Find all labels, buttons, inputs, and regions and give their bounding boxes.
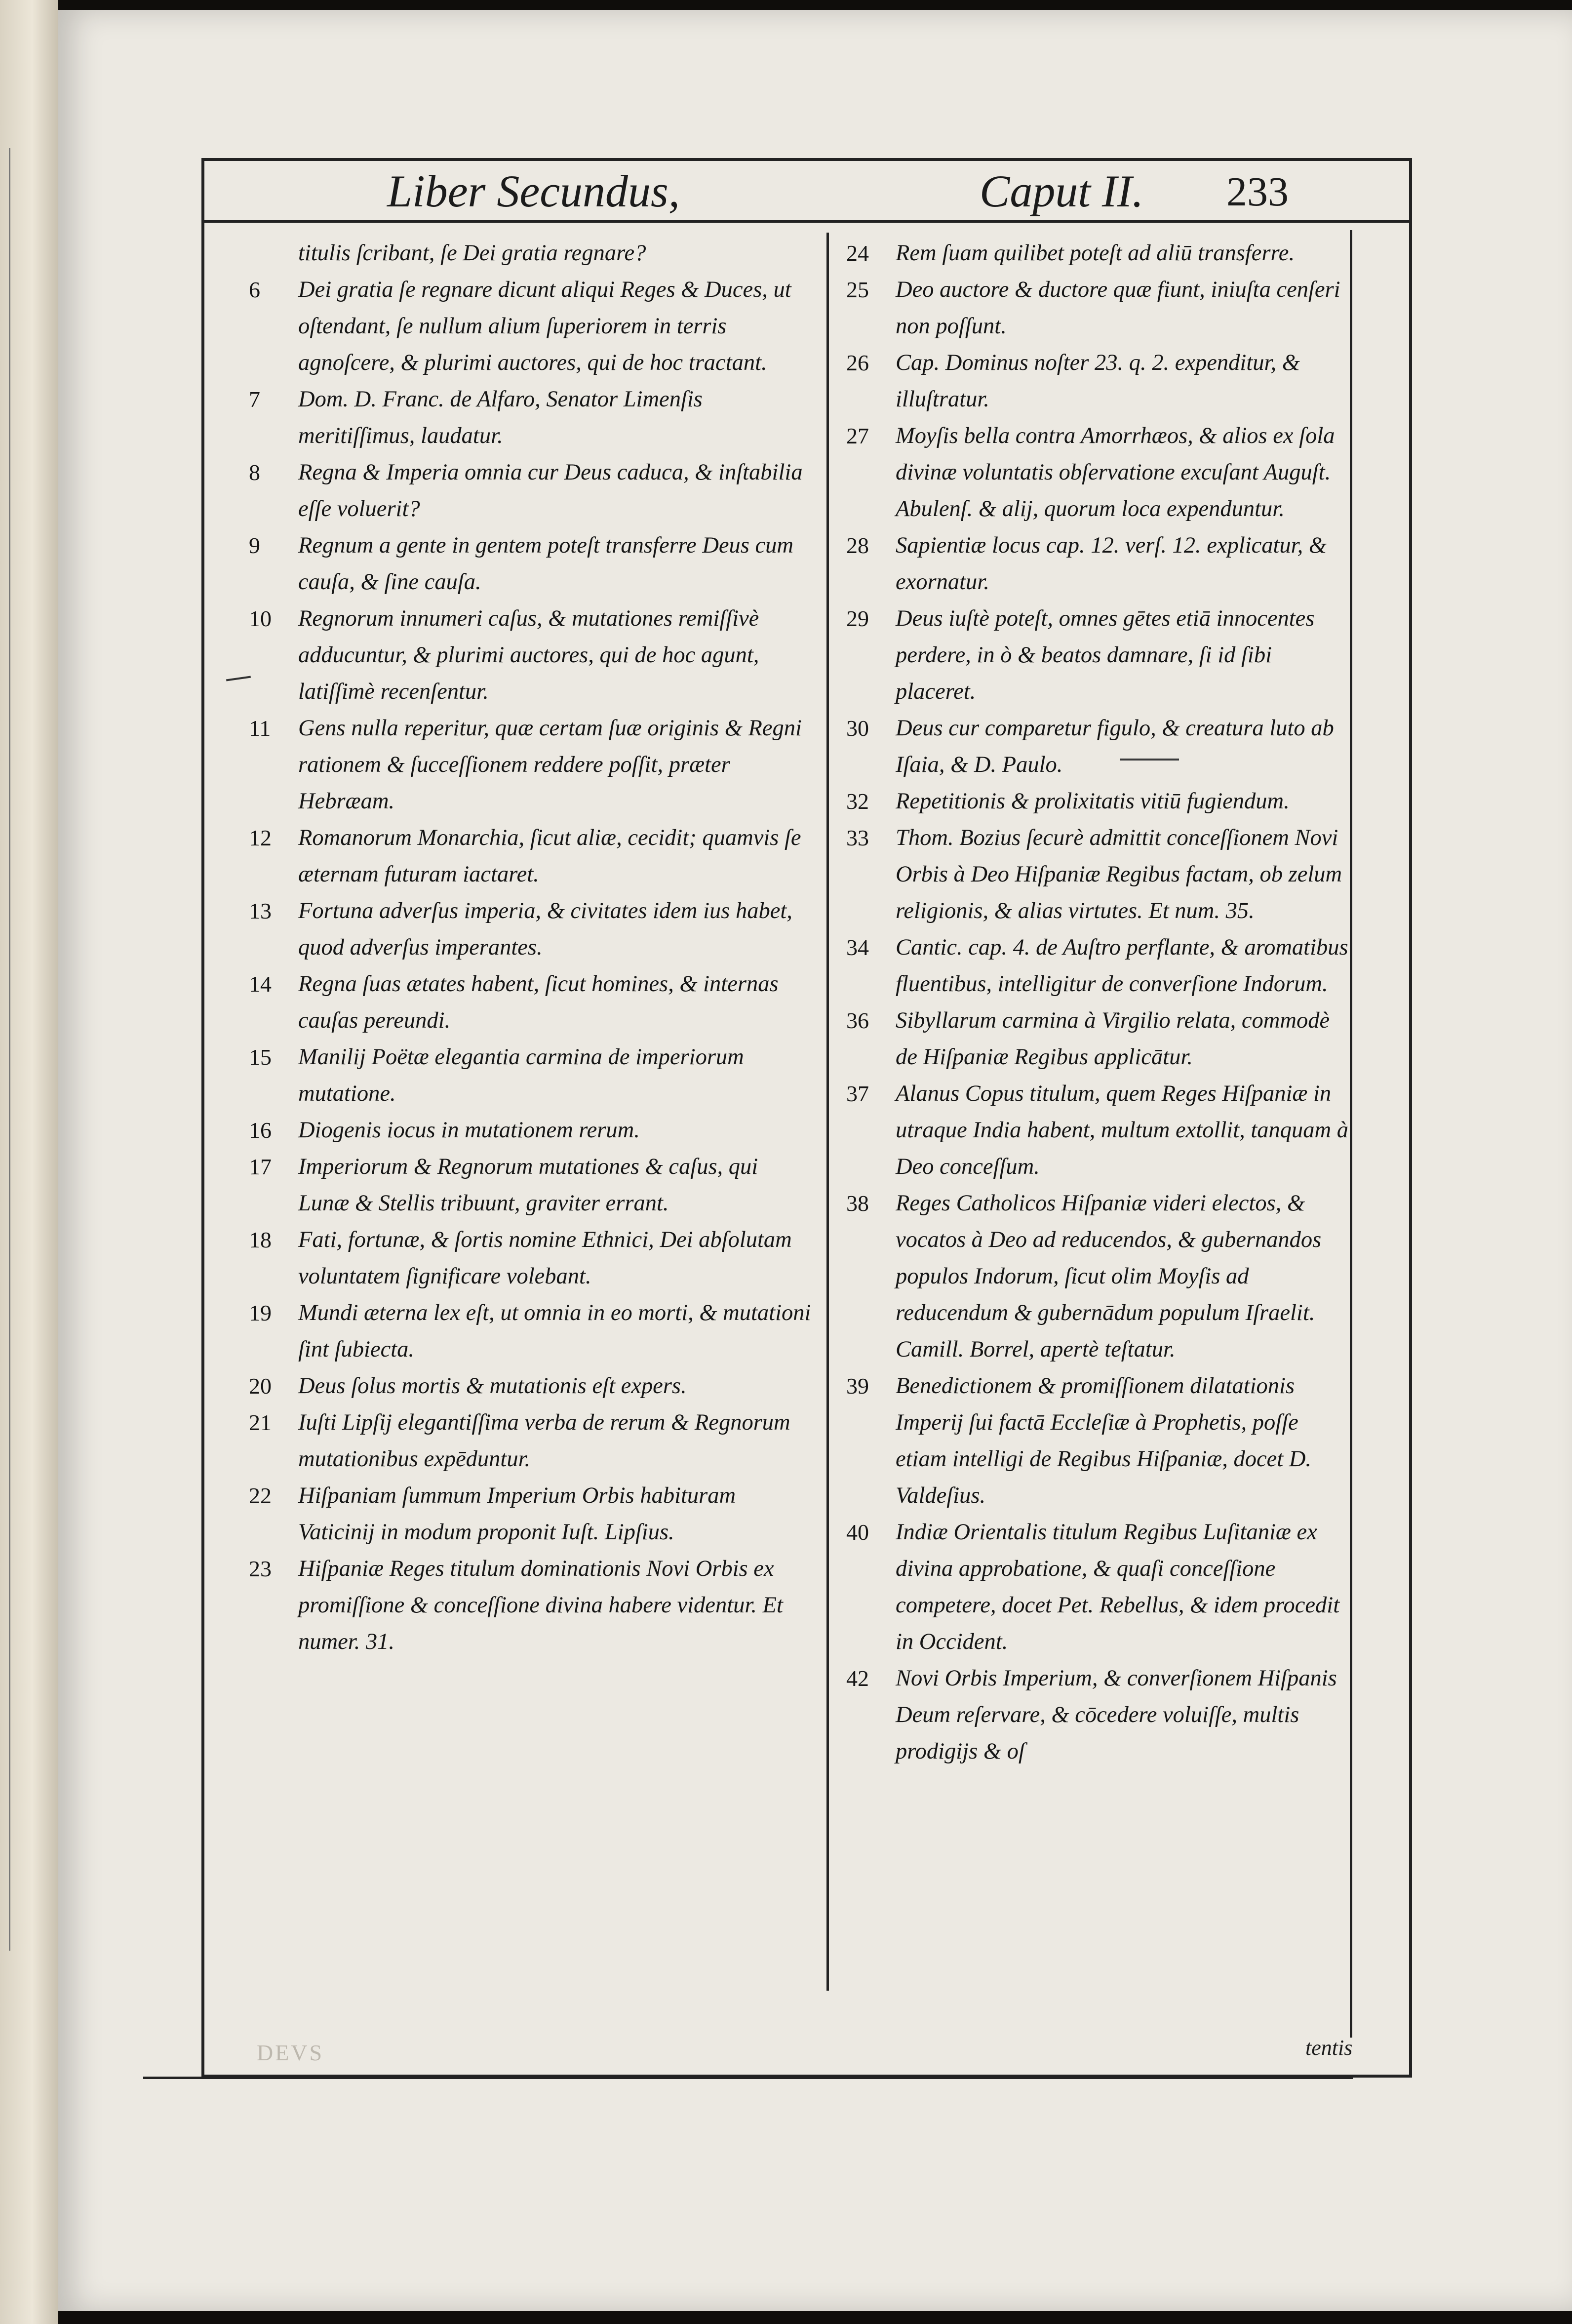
- index-entry: [249, 527, 812, 601]
- index-entry: [249, 1478, 812, 1551]
- index-entry: [249, 1149, 812, 1222]
- index-entry: [249, 1368, 812, 1404]
- entry-text: titulis ſcribant, ſe Dei gratia regnare?: [298, 240, 646, 266]
- index-entry: [249, 710, 812, 820]
- entry-text: Regnorum innumeri caſus, & mutationes remiſſivè adducuntur, & plurimi auctores, qui de hoc agunt, latiſſimè recenſentur.: [298, 606, 759, 704]
- entry-number: 16: [249, 1118, 272, 1143]
- index-entry: [846, 1660, 1350, 1770]
- entry-text: Regna ſuas ætates habent, ſicut homines, & internas cauſas pereundi.: [298, 971, 779, 1033]
- index-entry: [846, 710, 1350, 783]
- entry-text: Regnum a gente in gentem poteſt transferre Deus cum cauſa, & ſine cauſa.: [298, 533, 793, 595]
- entry-number: 14: [249, 971, 272, 997]
- entry-number: 20: [249, 1373, 272, 1399]
- bleed-through-text: DEVS: [257, 2040, 324, 2065]
- right-column: [846, 235, 1350, 1770]
- entry-number: 22: [249, 1483, 272, 1508]
- header-book-title: Liber Secundus,: [387, 166, 680, 216]
- page-frame: [201, 158, 1412, 2078]
- entry-number: 10: [249, 606, 272, 631]
- entry-number: 23: [249, 1556, 272, 1581]
- entry-number: 29: [846, 606, 869, 631]
- entry-number: 11: [249, 716, 271, 741]
- index-entry: [846, 820, 1350, 929]
- page-number: 233: [1226, 169, 1289, 215]
- index-entry: [249, 966, 812, 1039]
- entry-number: 28: [846, 533, 869, 558]
- entry-text: Imperiorum & Regnorum mutationes & caſus, qui Lunæ & Stellis tribuunt, graviter errant.: [298, 1154, 758, 1216]
- index-entry: [249, 235, 812, 272]
- entry-text: Hiſpaniæ Reges titulum dominationis Novi Orbis ex promiſſione & conceſſione divina habere videntur. Et numer. 31.: [298, 1556, 783, 1654]
- entry-text: Hiſpaniam ſummum Imperium Orbis habituram Vaticinij in modum proponit Iuſt. Lipſius.: [298, 1483, 736, 1545]
- underline-pen-mark: [1120, 759, 1179, 761]
- index-entry: [249, 454, 812, 527]
- entry-text: Repetitionis & prolixitatis vitiū fugiendum.: [896, 789, 1290, 814]
- index-entry: [249, 1404, 812, 1478]
- index-entry: [249, 601, 812, 710]
- entry-number: 32: [846, 789, 869, 814]
- entry-text: Fortuna adverſus imperia, & civitates idem ius habet, quod adverſus imperantes.: [298, 898, 792, 960]
- index-entry: [846, 235, 1350, 272]
- entry-text: Cap. Dominus noſter 23. q. 2. expenditur, & illuſtratur.: [896, 350, 1300, 412]
- entry-text: Deus ſolus mortis & mutationis eſt expers.: [298, 1373, 687, 1399]
- entry-text: Alanus Copus titulum, quem Reges Hiſpaniæ in utraque India habent, multum extollit, tanquam à Deo conceſſum.: [896, 1081, 1348, 1179]
- entry-text: Cantic. cap. 4. de Auſtro perflante, & aromatibus fluentibus, intelligitur de converſione Indorum.: [896, 935, 1348, 997]
- index-entry: [249, 381, 812, 454]
- index-entry: [249, 820, 812, 893]
- entry-text: Manilij Poëtæ elegantia carmina de imperiorum mutatione.: [298, 1044, 744, 1106]
- entry-text: Indiæ Orientalis titulum Regibus Luſitaniæ ex divina approbatione, & quaſi conceſſione competere, docet Pet. Rebellus, & idem procedit in Occident.: [896, 1520, 1340, 1654]
- index-entry: [846, 1185, 1350, 1368]
- index-entry: [249, 272, 812, 381]
- entry-text: Moyſis bella contra Amorrhæos, & alios ex ſola divinæ voluntatis obſervatione excuſant Auguſt. Abulenſ. & alij, quorum loca expenduntur.: [896, 423, 1335, 521]
- entry-text: Sapientiæ locus cap. 12. verſ. 12. explicatur, & exornatur.: [896, 533, 1327, 595]
- entry-number: 21: [249, 1410, 272, 1435]
- entry-text: Reges Catholicos Hiſpaniæ videri electos, & vocatos à Deo ad reducendos, & gubernandos populos Indorum, ſicut olim Moyſis ad reducendum & gubernādum populum Iſraelit. Camill. Borrel, apertè teſtatur.: [896, 1191, 1322, 1362]
- entry-number: 6: [249, 277, 260, 302]
- entry-number: 12: [249, 825, 272, 850]
- entry-text: Diogenis iocus in mutationem rerum.: [298, 1118, 640, 1143]
- entry-text: Benedictionem & promiſſionem dilatationis Imperij ſui factā Eccleſiæ à Prophetis, poſſe etiam intelligi de Regibus Hiſpaniæ, docet D. Valdeſius.: [896, 1373, 1312, 1508]
- index-entry: [249, 1039, 812, 1112]
- index-entry: [846, 527, 1350, 601]
- index-entry: [249, 1222, 812, 1295]
- entry-text: Romanorum Monarchia, ſicut aliæ, cecidit; quamvis ſe æternam futuram iactaret.: [298, 825, 801, 887]
- book-page: [58, 10, 1572, 2311]
- entry-number: 24: [846, 240, 869, 266]
- index-entry: [846, 1002, 1350, 1076]
- entry-number: 15: [249, 1044, 272, 1070]
- bottom-rule: [143, 2077, 1353, 2079]
- entry-text: Deus cur comparetur figulo, & creatura luto ab Iſaia, & D. Paulo.: [896, 716, 1334, 777]
- entry-number: 40: [846, 1520, 869, 1545]
- catchword: tentis: [1305, 2036, 1353, 2060]
- column-divider: [826, 233, 829, 1991]
- entry-text: Dei gratia ſe regnare dicunt aliqui Reges & Duces, ut oſtendant, ſe nullum alium ſuperiorem in terris agnoſcere, & plurimi auctores, qui de hoc tractant.: [298, 277, 791, 375]
- entry-number: 18: [249, 1227, 272, 1252]
- entry-number: 30: [846, 716, 869, 741]
- entry-text: Gens nulla reperitur, quæ certam ſuæ originis & Regni rationem & ſucceſſionem reddere poſſit, præter Hebræam.: [298, 716, 802, 814]
- index-entry: [249, 893, 812, 966]
- entry-number: 37: [846, 1081, 869, 1106]
- facing-page-edge: [0, 0, 58, 2324]
- entry-number: 42: [846, 1666, 869, 1691]
- entry-number: 9: [249, 533, 260, 558]
- entry-number: 13: [249, 898, 272, 923]
- entry-text: Regna & Imperia omnia cur Deus caduca, & inſtabilia eſſe voluerit?: [298, 460, 803, 521]
- entry-number: 8: [249, 460, 260, 485]
- entry-text: Dom. D. Franc. de Alfaro, Senator Limenſis meritiſſimus, laudatur.: [298, 387, 703, 448]
- entry-number: 36: [846, 1008, 869, 1033]
- entry-text: Rem ſuam quilibet poteſt ad aliū transferre.: [896, 240, 1295, 266]
- index-entry: [846, 601, 1350, 710]
- entry-number: 17: [249, 1154, 272, 1179]
- index-entry: [846, 929, 1350, 1002]
- entry-text: Iuſti Lipſij elegantiſſima verba de rerum & Regnorum mutationibus expēduntur.: [298, 1410, 790, 1472]
- index-entry: [249, 1295, 812, 1368]
- entry-number: 33: [846, 825, 869, 850]
- index-entry: [846, 1514, 1350, 1660]
- entry-number: 19: [249, 1300, 272, 1325]
- index-entry: [249, 1551, 812, 1660]
- entry-text: Fati, fortunæ, & ſortis nomine Ethnici, Dei abſolutam voluntatem ſignificare volebant.: [298, 1227, 792, 1289]
- index-entry: [846, 345, 1350, 418]
- running-header: [204, 161, 1409, 223]
- entry-number: 39: [846, 1373, 869, 1399]
- entry-text: Deo auctore & ductore quæ fiunt, iniuſta cenſeri non poſſunt.: [896, 277, 1340, 339]
- entry-number: 38: [846, 1191, 869, 1216]
- entry-number: 27: [846, 423, 869, 448]
- index-entry: [846, 783, 1350, 820]
- entry-text: Novi Orbis Imperium, & converſionem Hiſpanis Deum reſervare, & cōcedere voluiſſe, multis prodigijs & oſ: [896, 1666, 1337, 1764]
- index-entry: [249, 1112, 812, 1149]
- entry-number: 25: [846, 277, 869, 302]
- entry-number: 7: [249, 387, 260, 412]
- entry-number: 26: [846, 350, 869, 375]
- left-column: [249, 235, 812, 1660]
- entry-text: Sibyllarum carmina à Virgilio relata, commodè de Hiſpaniæ Regibus applicātur.: [896, 1008, 1330, 1070]
- index-entry: [846, 1368, 1350, 1514]
- header-chapter: Caput II.: [980, 166, 1144, 216]
- index-entry: [846, 418, 1350, 527]
- entry-text: Thom. Bozius ſecurè admittit conceſſionem Novi Orbis à Deo Hiſpaniæ Regibus factam, ob zelum religionis, & alias virtutes. Et num. 35.: [896, 825, 1342, 923]
- entry-number: 34: [846, 935, 869, 960]
- entry-text: Mundi æterna lex eſt, ut omnia in eo morti, & mutationi ſint ſubiecta.: [298, 1300, 811, 1362]
- index-entry: [846, 272, 1350, 345]
- index-entry: [846, 1076, 1350, 1185]
- entry-text: Deus iuſtè poteſt, omnes gētes etiā innocentes perdere, in ò & beatos damnare, ſi id ſibi placeret.: [896, 606, 1315, 704]
